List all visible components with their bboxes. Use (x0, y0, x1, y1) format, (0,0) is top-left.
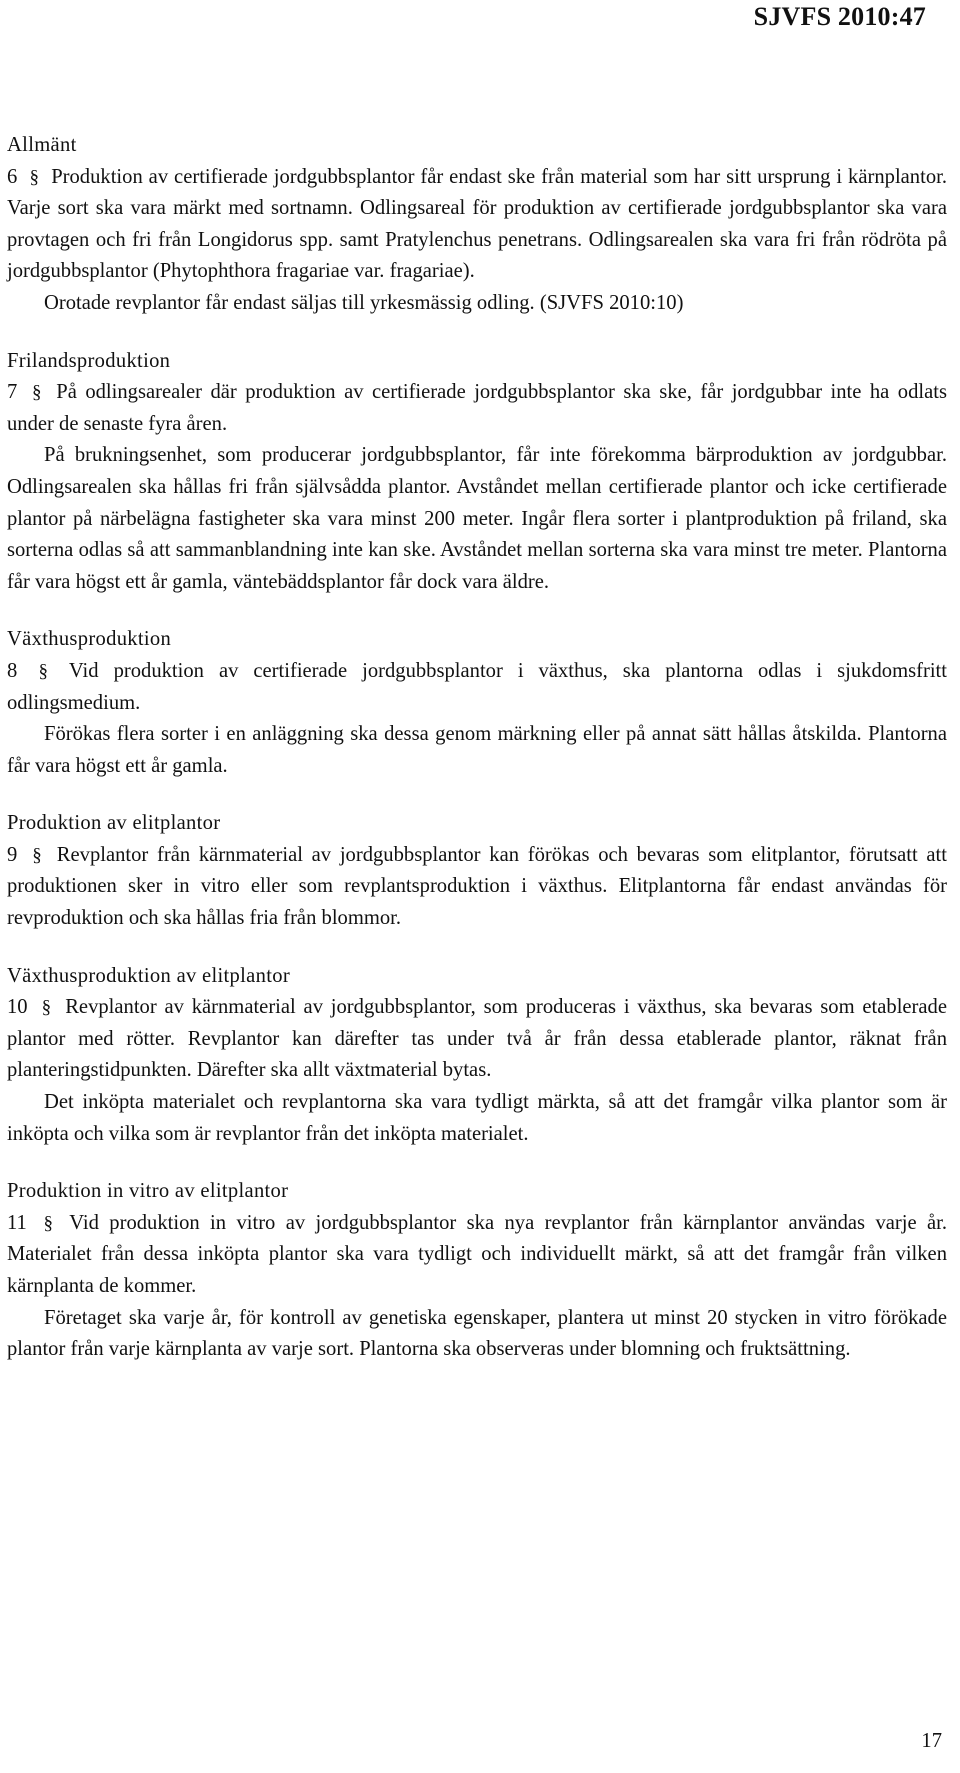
paragraph-text: Produktion av certifierade jordgubbsplantor får endast ske från material som har sitt ursprung i kärnplantor. Varje sort ska vara märkt med sortnamn. Odlingsareal för produktion av certifierade jordgubbsplantor ska vara provtagen och fri från Longidorus spp. samt Pratylenchus penetrans. Odlingsarealen ska vara fri från rödröta på jordgubbsplantor (Phytophthora fragariae var. fragariae). (7, 165, 947, 283)
paragraph-text: Vid produktion av certifierade jordgubbsplantor i växthus, ska plantorna odlas i sjukdomsfritt odlingsmedium. (7, 659, 947, 714)
section (7, 808, 947, 934)
numbered-paragraph (7, 992, 947, 1087)
section-sign: § (32, 382, 42, 404)
section-sign: § (43, 1212, 53, 1234)
section (7, 130, 947, 320)
paragraph-number: 6 (7, 165, 18, 188)
numbered-paragraph (7, 1208, 947, 1303)
paragraph-number: 11 (7, 1211, 27, 1234)
document-body (7, 130, 947, 1366)
paragraph (7, 288, 947, 320)
paragraph-number: 9 (7, 843, 18, 866)
section-heading: Allmänt (7, 134, 77, 156)
paragraph-text: Företaget ska varje år, för kontroll av genetiska egenskaper, plantera ut minst 20 stycken in vitro förökade plantor från varje kärnplanta av varje sort. Plantorna ska observeras under blomning och fruktsättning. (7, 1306, 947, 1361)
section-heading: Produktion in vitro av elitplantor (7, 1180, 289, 1203)
numbered-paragraph (7, 656, 947, 719)
numbered-paragraph (7, 840, 947, 935)
paragraph-number: 8 (7, 659, 18, 682)
numbered-paragraph (7, 162, 947, 288)
paragraph-text: På brukningsenhet, som producerar jordgubbsplantor, får inte förekomma bärproduktion av jordgubbar. Odlingsarealen ska hållas fri från självsådda plantor. Avståndet mellan certifierade plantor och icke certifierade plantor på närbelägna fastigheter ska vara minst 200 meter. Ingår flera sorter i plantproduktion på friland, ska sorterna odlas så att sammanblandning inte kan ske. Avståndet mellan sorterna ska vara minst tre meter. Plantorna får vara högst ett år gamla, väntebäddsplantor får dock vara äldre. (7, 444, 947, 593)
section-heading: Växthusproduktion av elitplantor (7, 964, 290, 987)
paragraph-text: Förökas flera sorter i en anläggning ska dessa genom märkning eller på annat sätt hållas åtskilda. Plantorna får vara högst ett år gamla. (7, 723, 947, 777)
paragraph (7, 1303, 947, 1366)
section-heading: Växthusproduktion (7, 628, 172, 651)
paragraph (7, 440, 947, 598)
paragraph-text: På odlingsarealer där produktion av certifierade jordgubbsplantor ska ske, får jordgubbar inte ha odlats under de senaste fyra åren. (7, 381, 947, 435)
document-code-header: SJVFS 2010:47 (753, 2, 926, 31)
section-sign: § (41, 997, 52, 1019)
numbered-paragraph (7, 377, 947, 440)
page-number: 17 (921, 1730, 942, 1752)
paragraph-number: 7 (7, 381, 18, 404)
paragraph-text: Revplantor av kärnmaterial av jordgubbsplantor, som produceras i växthus, ska bevaras som etablerade plantor med rötter. Revplantor kan därefter tas under två år från dessa etablerade plantor, räknat från planteringstidpunkten. Därefter ska allt växtmaterial bytas. (7, 996, 947, 1082)
paragraph (7, 719, 947, 782)
section (7, 624, 947, 782)
section-heading: Produktion av elitplantor (7, 812, 221, 835)
paragraph-text: Revplantor från kärnmaterial av jordgubbsplantor kan förökas och bevaras som elitplantor, förutsatt att produktionen sker in vitro eller som revplantsproduktion i växthus. Elitplantorna får endast användas för revproduktion och ska hållas fria från blommor. (7, 843, 947, 930)
paragraph-text: Det inköpta materialet och revplantorna ska vara tydligt märkta, så att det framgår vilka plantor som är inköpta och vilka som är revplantor från det inköpta materialet. (7, 1091, 947, 1145)
section (7, 961, 947, 1151)
section-sign: § (29, 166, 39, 188)
paragraph (7, 1087, 947, 1150)
section (7, 346, 947, 599)
paragraph-text: Orotade revplantor får endast säljas till yrkesmässig odling. (SJVFS 2010:10) (44, 291, 684, 314)
section-heading: Frilandsproduktion (7, 349, 171, 372)
section (7, 1176, 947, 1366)
paragraph-number: 10 (7, 996, 28, 1019)
paragraph-text: Vid produktion in vitro av jordgubbsplantor ska nya revplantor från kärnplantor användas varje år. Materialet från dessa inköpta plantor ska vara tydligt och individuellt märkt, så att det framgår från vilken kärnplanta de kommer. (7, 1211, 947, 1297)
section-sign: § (38, 660, 49, 682)
section-sign: § (32, 844, 42, 866)
